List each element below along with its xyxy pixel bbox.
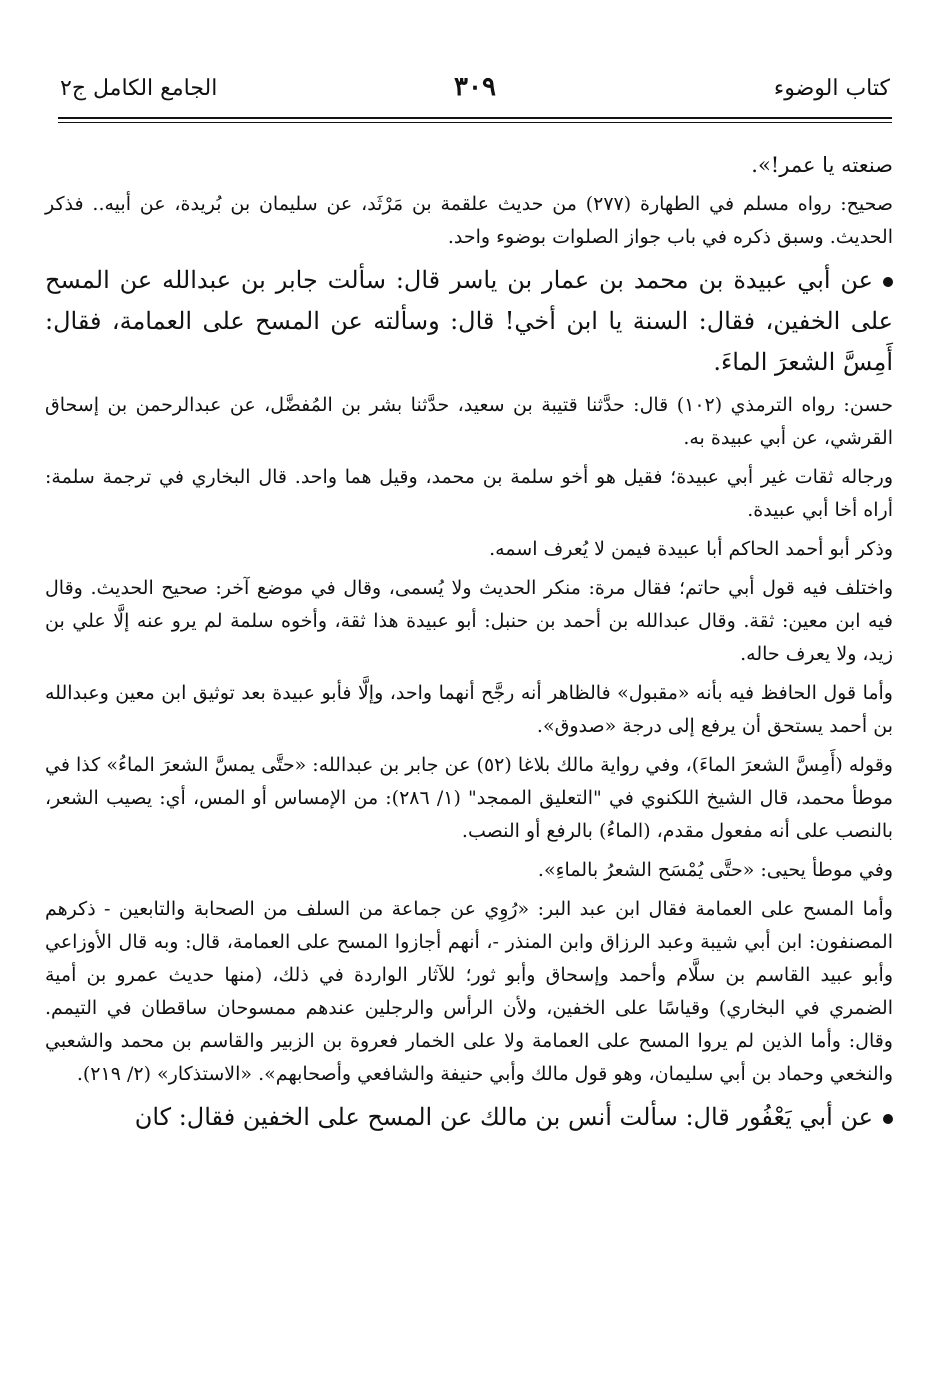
hadith-text-2-content: عن أبي يَعْفُور قال: سألت أنس بن مالك عن المسح على الخفين فقال: كان: [134, 1103, 873, 1131]
page-header: [60, 70, 890, 114]
paragraph-grading-2: حسن: رواه الترمذي (١٠٢) قال: حدَّثنا قتيبة بن سعيد، حدَّثنا بشر بن المُفضَّل، عن عبدالرحمن بن إسحاق القرشي، عن أبي عبيدة به.: [45, 394, 893, 449]
book-title: الجامع الكامل ج٢: [60, 76, 218, 101]
page-number: ٣٠٩: [454, 72, 496, 102]
page-body: [45, 148, 893, 1144]
paragraph-wording: وقوله (أَمِسَّ الشعرَ الماءَ)، وفي رواية مالك بلاغا (٥٢) عن جابر بن عبدالله: «حتَّى يمسَّ الشعرَ الماءُ» كذا في موطأ محمد، قال الشيخ اللكنوي في "التعليق الممجد" (١/ ٢٨٦): من الإمساس أو المس، أي: يصيب الشعر، بالنصب على أنه مفعول مقدم، (الماءُ) بالرفع أو النصب.: [45, 754, 894, 842]
paragraph-muwatta-yahya: وفي موطأ يحيى: «حتَّى يُمْسَح الشعرُ بالماءِ».: [537, 859, 893, 881]
paragraph-turban: وأما المسح على العمامة فقال ابن عبد البر: «رُوِي عن جماعة من السلف من الصحابة والتابعين - ذكرهم المصنفون: ابن أبي شيبة وعبد الرزاق وابن المنذر -، أنهم أجازوا المسح على العمامة، قال: وبه قال الأوزاعي وأبو عبيد القاسم بن سلَّام وأحمد وإسحاق وأبو ثور؛ للآثار الواردة في ذلك، (منها حديث عمرو بن أمية الضمري في البخاري) وقياسًا على الخفين، ولأن الرأس والرجلين عندهم ممسوحان ساقطان في التيمم. وقال: وأما الذين لم يروا المسح على العمامة ولا على الخمار فعروة بن الزبير والقاسم بن محمد والشعبي والنخعي وحماد بن أبي سليمان، وهو قول مالك وأبي حنيفة والشافعي وأصحابهم». «الاستذكار» (٢/ ٢١٩).: [45, 898, 893, 1085]
chapter-title: كتاب الوضوء: [773, 76, 890, 101]
bullet-icon: [883, 1114, 893, 1124]
bullet-icon: [883, 277, 893, 287]
header-rule: [58, 117, 892, 119]
hadith-text-1: [45, 260, 893, 383]
paragraph-grading-1: صحيح: رواه مسلم في الطهارة (٢٧٧) من حديث علقمة بن مَرْثَد، عن سليمان بن بُريدة، عن أبيه.. فذكر الحديث. وسبق ذكره في باب جواز الصلوات بوضوء واحد.: [45, 193, 893, 248]
header-rule-thin: [58, 122, 892, 123]
paragraph-hakim: وذكر أبو أحمد الحاكم أبا عبيدة فيمن لا يُعرف اسمه.: [489, 538, 893, 560]
paragraph-hafiz: وأما قول الحافظ فيه بأنه «مقبول» فالظاهر أنه رجَّح أنهما واحد، وإلَّا فأبو عبيدة بعد توثيق ابن معين وعبدالله بن أحمد يستحق أن يرفع إلى درجة «صدوق».: [45, 682, 893, 737]
hadith-text-1-content: عن أبي عبيدة بن محمد بن عمار بن ياسر قال: سألت جابر بن عبدالله عن المسح على الخفين، فقال: السنة يا ابن أخي! قال: وسألته عن المسح على العمامة، فقال: أَمِسَّ الشعرَ الماءَ.: [45, 266, 893, 376]
hadith-text-2: [45, 1097, 893, 1138]
paragraph-abu-hatim: واختلف فيه قول أبي حاتم؛ فقال مرة: منكر الحديث ولا يُسمى، وقال في موضع آخر: صحيح الحديث. وقال فيه ابن معين: ثقة. وقال عبدالله بن أحمد بن حنبل: أبو عبيدة هذا ثقة، وأخوه سلمة لم يرو عنه إلَّا علي بن زيد، ولا يعرف حاله.: [45, 577, 893, 665]
paragraph-narrators: ورجاله ثقات غير أبي عبيدة؛ فقيل هو أخو سلمة بن محمد، وقيل هما واحد. قال البخاري في ترجمة سلمة: أراه أخا أبي عبيدة.: [45, 466, 893, 521]
paragraph-continuation: صنعته يا عمر!».: [751, 153, 893, 177]
